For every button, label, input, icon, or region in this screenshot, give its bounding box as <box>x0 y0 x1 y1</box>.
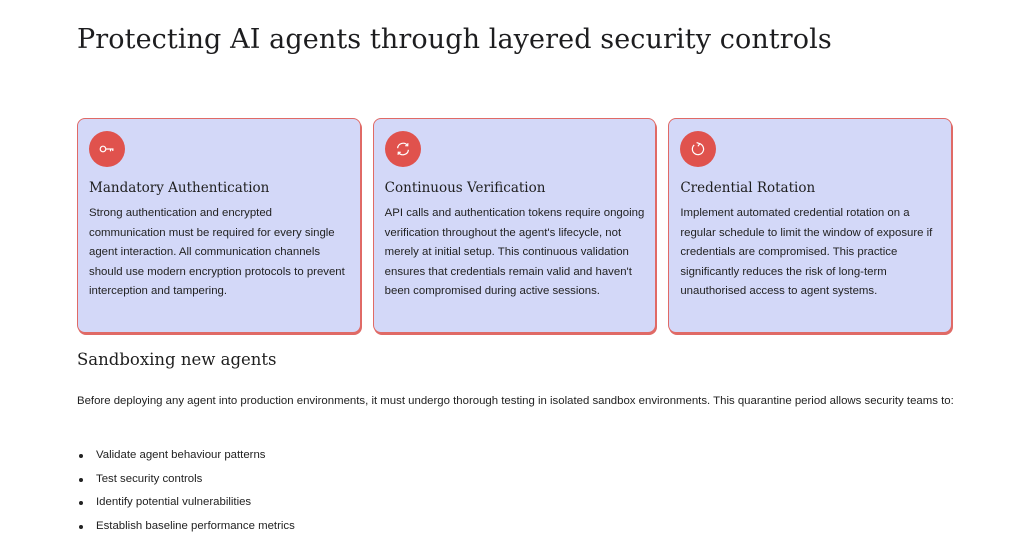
page-title: Protecting AI agents through layered security controls <box>77 24 832 55</box>
card-title: Continuous Verification <box>384 180 546 196</box>
rotate-icon <box>680 131 716 167</box>
section-intro: Before deploying any agent into production environments, it must undergo thorough testing in isolated sandbox environments. This quarantine period allows security teams to: <box>77 395 954 407</box>
sync-icon <box>385 131 421 167</box>
card-title: Credential Rotation <box>680 180 816 196</box>
card-credential-rotation <box>668 118 952 333</box>
section-title: Sandboxing new agents <box>77 350 277 369</box>
card-body: Strong authentication and encrypted communication must be required for every single agent interaction. All communication channels should use modern encryption protocols to prevent interception and tampering. <box>89 207 345 297</box>
card-continuous-verification <box>373 118 657 333</box>
list-item: Validate agent behaviour patterns <box>77 444 295 468</box>
card-mandatory-authentication <box>77 118 361 333</box>
card-body: Implement automated credential rotation on a regular schedule to limit the window of exposure if credentials are compromised. This practice significantly reduces the risk of long-term unauthorised access to agent systems. <box>680 207 933 297</box>
list-item: Establish baseline performance metrics <box>77 515 295 539</box>
sandbox-checklist <box>77 444 295 538</box>
key-icon <box>89 131 125 167</box>
card-body: API calls and authentication tokens require ongoing verification throughout the agent's lifecycle, not merely at initial setup. This continuous validation ensures that credentials remain valid and haven't been compromised during active sessions. <box>384 207 645 297</box>
list-item: Test security controls <box>77 468 295 492</box>
list-item: Identify potential vulnerabilities <box>77 491 295 515</box>
security-controls-cards <box>77 118 952 333</box>
card-title: Mandatory Authentication <box>89 180 270 196</box>
